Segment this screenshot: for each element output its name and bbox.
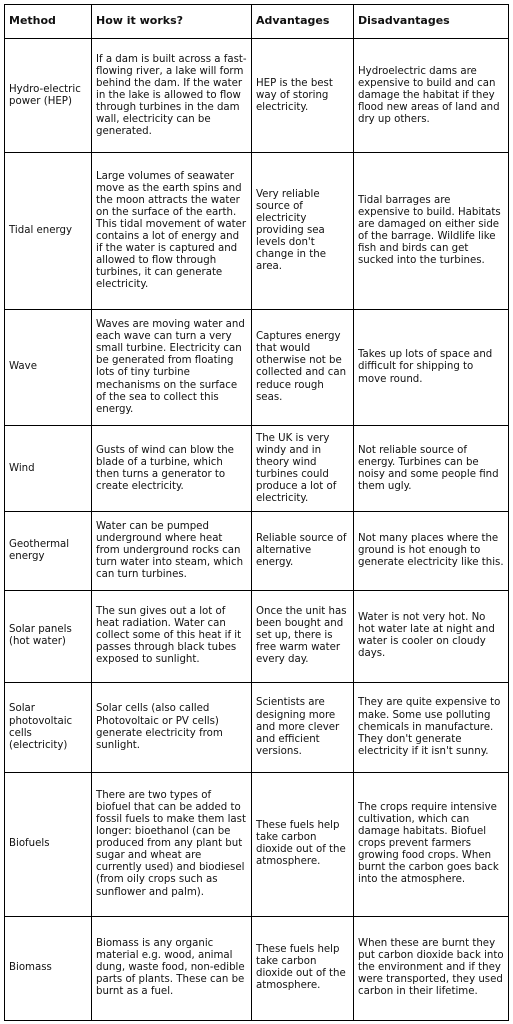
disadvantages-header: Disadvantages [354, 5, 509, 39]
how-cell: The sun gives out a lot of heat radiation. Water can collect some of this heat if it passes through black tubes exposed to sunlight. [92, 590, 252, 682]
disadvantages-cell: The crops require intensive cultivation, which can damage habitats. Biofuel crops prevent farmers growing food crops. When burnt the carbon goes back into the atmosphere. [354, 773, 509, 916]
advantages-cell: Once the unit has been bought and set up, there is free warm water every day. [252, 590, 354, 682]
method-cell: Geothermal energy [5, 512, 92, 590]
disadvantages-cell: Water is not very hot. No hot water late at night and water is cooler on cloudy days. [354, 590, 509, 682]
advantages-cell: Scientists are designing more and more clever and efficient versions. [252, 682, 354, 772]
table-row [5, 682, 509, 772]
table-row [5, 773, 509, 916]
disadvantages-cell: Tidal barrages are expensive to build. Habitats are damaged on either side of the barrage. Wildlife like fish and birds can get sucked into the turbines. [354, 153, 509, 309]
how-cell: Solar cells (also called Photovoltaic or PV cells) generate electricity from sunlight. [92, 682, 252, 772]
advantages-cell: These fuels help take carbon dioxide out of the atmosphere. [252, 916, 354, 1020]
how-it-works-header: How it works? [92, 5, 252, 39]
table-row [5, 426, 509, 512]
method-cell: Tidal energy [5, 153, 92, 309]
header-row [5, 5, 509, 39]
disadvantages-cell: They are quite expensive to make. Some use polluting chemicals in manufacture. They don't generate electricity if it isn't sunny. [354, 682, 509, 772]
disadvantages-cell: Not reliable source of energy. Turbines can be noisy and some people find them ugly. [354, 426, 509, 512]
advantages-header: Advantages [252, 5, 354, 39]
disadvantages-cell: Hydroelectric dams are expensive to build and can damage the habitat if they flood new areas of land and dry up others. [354, 39, 509, 153]
method-cell: Solar photovoltaic cells (electricity) [5, 682, 92, 772]
method-cell: Solar panels (hot water) [5, 590, 92, 682]
how-cell: Biomass is any organic material e.g. wood, animal dung, waste food, non-edible parts of plants. These can be burnt as a fuel. [92, 916, 252, 1020]
energy-methods-table [4, 4, 509, 1021]
disadvantages-cell: When these are burnt they put carbon dioxide back into the environment and if they were transported, they used carbon in their lifetime. [354, 916, 509, 1020]
how-cell: If a dam is built across a fast-flowing river, a lake will form behind the dam. If the water in the lake is allowed to flow through turbines in the dam wall, electricity can be generated. [92, 39, 252, 153]
method-header: Method [5, 5, 92, 39]
how-cell: There are two types of biofuel that can be added to fossil fuels to make them last longer: bioethanol (can be produced from any plant but sugar and wheat are currently used) and biodiesel (from oily crops such as sunflower and palm). [92, 773, 252, 916]
advantages-cell: Captures energy that would otherwise not be collected and can reduce rough seas. [252, 309, 354, 425]
table-row [5, 309, 509, 425]
method-cell: Biofuels [5, 773, 92, 916]
advantages-cell: HEP is the best way of storing electricity. [252, 39, 354, 153]
advantages-cell: Very reliable source of electricity providing sea levels don't change in the area. [252, 153, 354, 309]
table-row [5, 39, 509, 153]
table-row [5, 512, 509, 590]
method-cell: Wind [5, 426, 92, 512]
table-row [5, 916, 509, 1020]
method-cell: Biomass [5, 916, 92, 1020]
advantages-cell: Reliable source of alternative energy. [252, 512, 354, 590]
advantages-cell: These fuels help take carbon dioxide out of the atmosphere. [252, 773, 354, 916]
table-row [5, 590, 509, 682]
advantages-cell: The UK is very windy and in theory wind turbines could produce a lot of electricity. [252, 426, 354, 512]
how-cell: Large volumes of seawater move as the earth spins and the moon attracts the water on the surface of the earth. This tidal movement of water contains a lot of energy and if the water is captured and allowed to flow through turbines, it can generate electricity. [92, 153, 252, 309]
disadvantages-cell: Takes up lots of space and difficult for shipping to move round. [354, 309, 509, 425]
method-cell: Hydro-electric power (HEP) [5, 39, 92, 153]
how-cell: Water can be pumped underground where heat from underground rocks can turn water into steam, which can turn turbines. [92, 512, 252, 590]
how-cell: Gusts of wind can blow the blade of a turbine, which then turns a generator to create electricity. [92, 426, 252, 512]
how-cell: Waves are moving water and each wave can turn a very small turbine. Electricity can be generated from floating lots of tiny turbine mechanisms on the surface of the sea to collect this energy. [92, 309, 252, 425]
disadvantages-cell: Not many places where the ground is hot enough to generate electricity like this. [354, 512, 509, 590]
table-row [5, 153, 509, 309]
method-cell: Wave [5, 309, 92, 425]
